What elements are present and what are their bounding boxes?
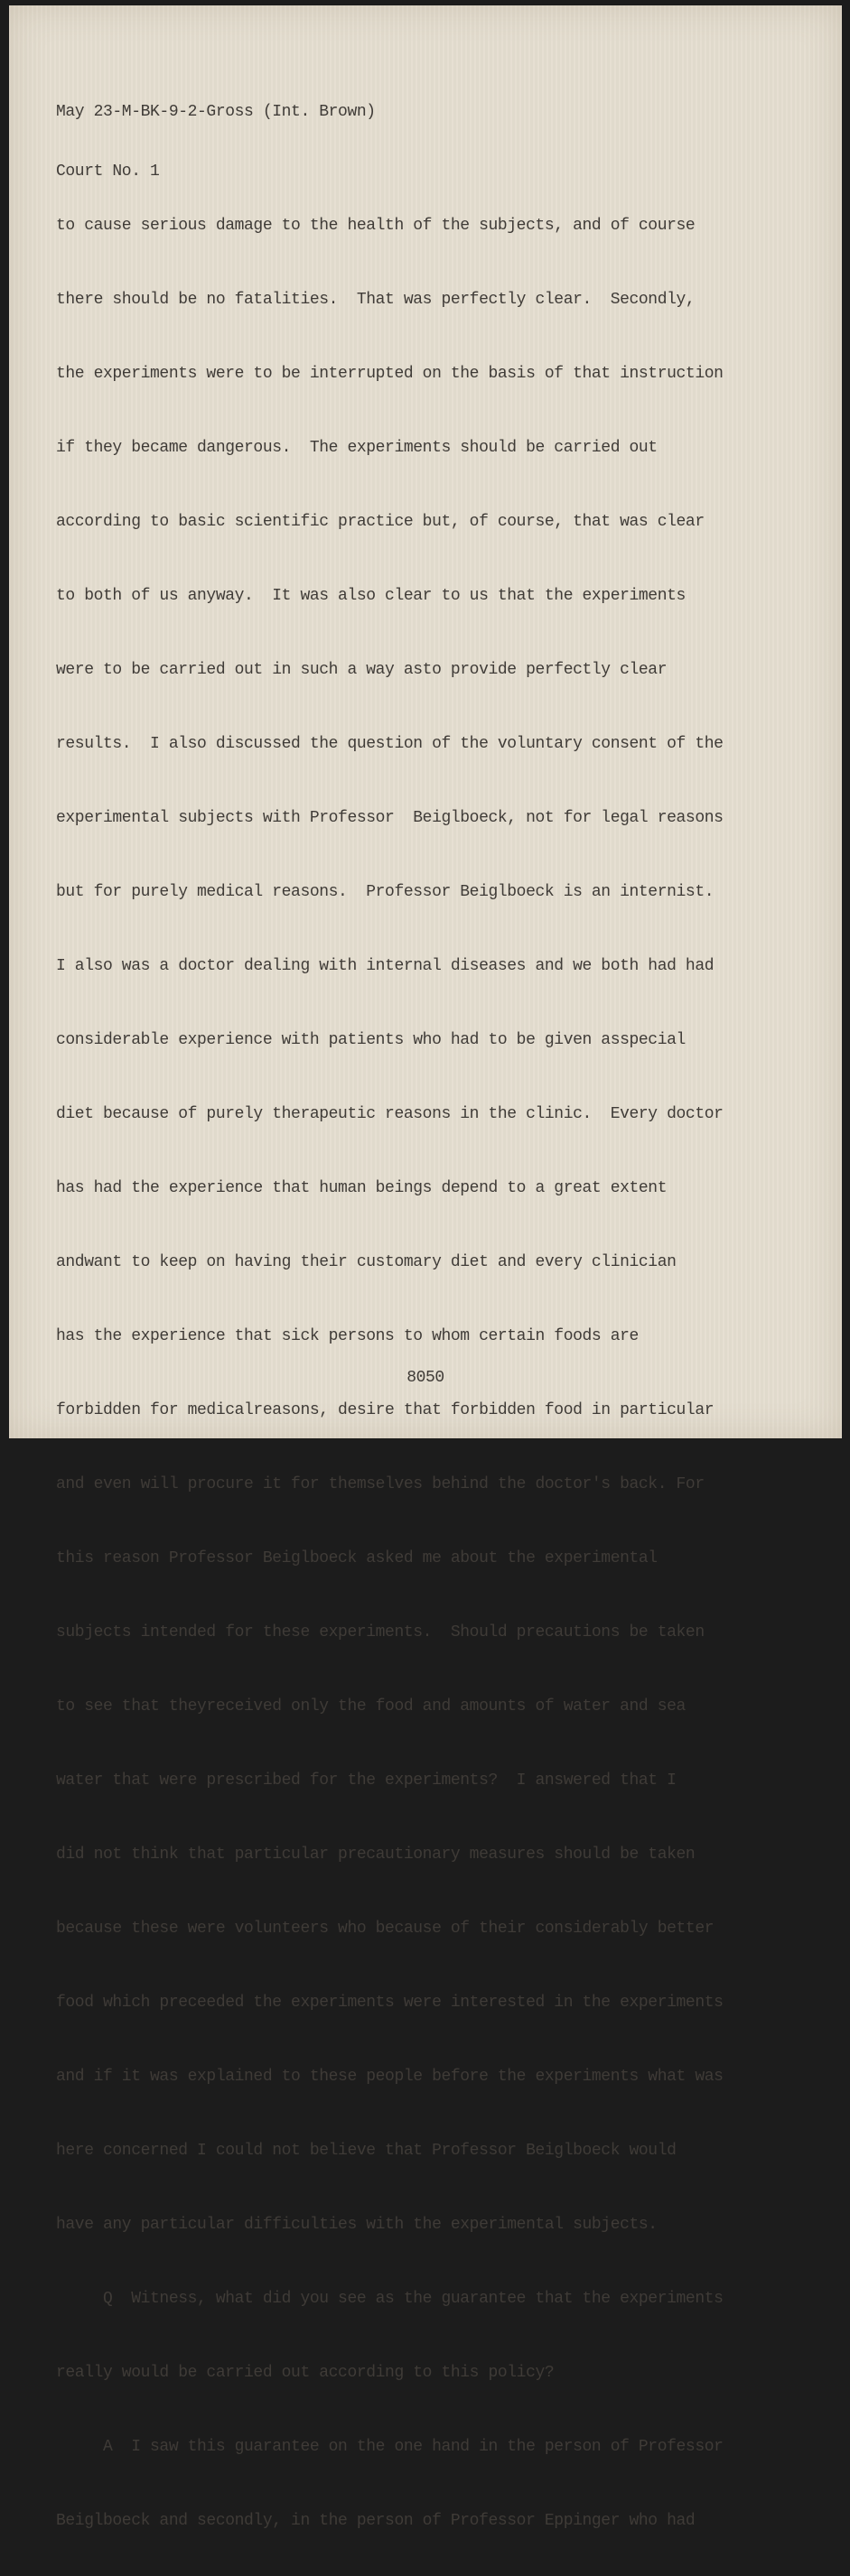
text-line: were to be carried out in such a way asto provide perfectly clear: [56, 661, 668, 679]
text-line: and even will procure it for themselves behind the doctor's back. For: [56, 1475, 705, 1493]
text-line: there should be no fatalities. That was perfectly clear. Secondly,: [56, 291, 696, 309]
text-line: here concerned I could not believe that Professor Beiglboeck would: [56, 2142, 677, 2160]
header-court-line: Court No. 1: [56, 163, 160, 181]
text-line: and if it was explained to these people before the experiments what was: [56, 2068, 724, 2086]
text-line: really would be carried out according to this policy?: [56, 2364, 555, 2382]
text-line: diet because of purely therapeutic reasons in the clinic. Every doctor: [56, 1105, 724, 1123]
text-line: I also was a doctor dealing with internal diseases and we both had had: [56, 957, 715, 975]
text-line: but for purely medical reasons. Professor Beiglboeck is an internist.: [56, 883, 715, 901]
text-line: the experiments were to be interrupted on the basis of that instruction: [56, 365, 724, 383]
text-line: to cause serious damage to the health of the subjects, and of course: [56, 217, 696, 235]
text-line: because these were volunteers who because of their considerably better: [56, 1920, 715, 1938]
header-session-line: May 23-M-BK-9-2-Gross (Int. Brown): [56, 103, 376, 121]
text-line: did not think that particular precautionary measures should be taken: [56, 1846, 696, 1864]
document-page: [9, 5, 842, 2530]
text-line: has the experience that sick persons to whom certain foods are: [56, 1327, 639, 1345]
text-line: has had the experience that human beings depend to a great extent: [56, 1179, 668, 1197]
text-line: to both of us anyway. It was also clear to us that the experiments: [56, 587, 686, 605]
text-line: water that were prescribed for the experiments? I answered that I: [56, 1772, 677, 1790]
text-line: experimental subjects with Professor Beiglboeck, not for legal reasons: [56, 809, 724, 827]
text-line: this reason Professor Beiglboeck asked me about the experimental: [56, 1549, 658, 1567]
text-line: andwant to keep on having their customary diet and every clinician: [56, 1253, 677, 1271]
text-line: results. I also discussed the question of the voluntary consent of the: [56, 735, 724, 753]
text-line: subjects intended for these experiments. Should precautions be taken: [56, 1623, 705, 1641]
text-line: food which preceeded the experiments were interested in the experiments: [56, 1994, 724, 2012]
page-number: 8050: [406, 1369, 444, 1387]
text-line: considerable experience with patients who had to be given asspecial: [56, 1031, 686, 1049]
text-line: Beiglboeck and secondly, in the person of Professor Eppinger who had: [56, 2512, 696, 2530]
question-line: Q Witness, what did you see as the guarantee that the experiments: [56, 2290, 724, 2308]
text-line: to see that theyreceived only the food and amounts of water and sea: [56, 1697, 686, 1716]
text-line: have any particular difficulties with the experimental subjects.: [56, 2216, 658, 2234]
answer-line: A I saw this guarantee on the one hand in the person of Professor: [56, 2438, 724, 2456]
text-line: forbidden for medicalreasons, desire that forbidden food in particular: [56, 1401, 715, 1419]
text-line: according to basic scientific practice but, of course, that was clear: [56, 513, 705, 531]
text-line: if they became dangerous. The experiments should be carried out: [56, 439, 658, 457]
